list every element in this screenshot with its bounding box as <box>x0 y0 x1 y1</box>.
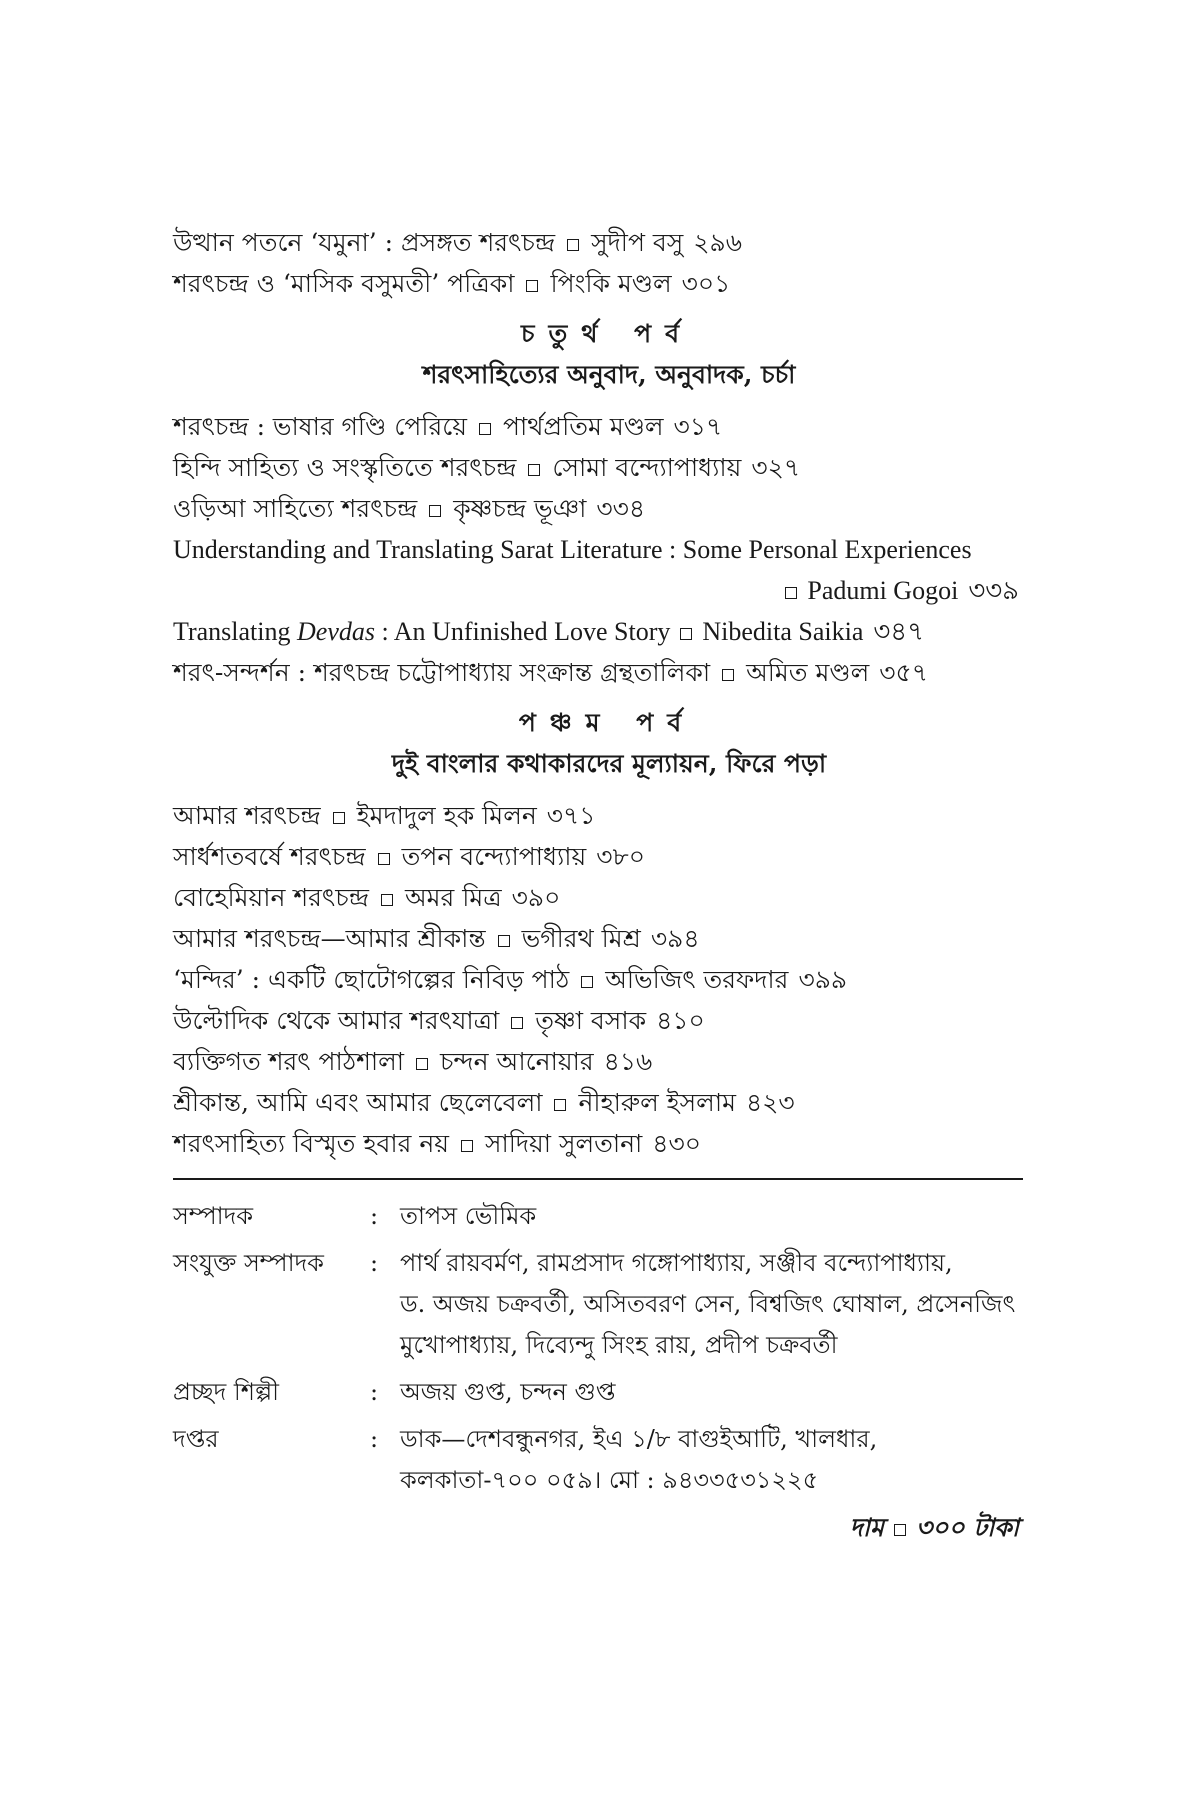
credit-line: পার্থ রায়বর্মণ, রামপ্রসাদ গঙ্গোপাধ্যায়, সঞ্জীব বন্দ্যোপাধ্যায়, <box>400 1249 953 1277</box>
entry-author: তপন বন্দ্যোপাধ্যায় <box>401 842 587 871</box>
square-bullet-icon <box>511 1017 523 1029</box>
entry-title: উত্থান পতনে ‘যমুনা’ : প্রসঙ্গত শরৎচন্দ্র <box>173 228 556 257</box>
entry-title: সার্ধশতবর্ষে শরৎচন্দ্র <box>173 842 366 871</box>
square-bullet-icon <box>785 587 797 599</box>
section-subheading: শরৎসাহিত্যের অনুবাদ, অনুবাদক, চর্চা <box>422 360 796 389</box>
credit-joint-editors <box>173 1243 1023 1366</box>
entry-author: কৃষ্ণচন্দ্র ভূঞা <box>453 494 587 523</box>
square-bullet-icon <box>381 894 393 906</box>
square-bullet-icon <box>429 505 441 517</box>
credit-line: ডাক—দেশবন্ধুনগর, ইএ ১/৮ বাগুইআটি, খালধার, <box>400 1425 878 1453</box>
entry-author: Nibedita Saikia <box>702 617 864 646</box>
entry-page: ২৯৬ <box>693 228 743 257</box>
entry-title: শরৎচন্দ্র ও ‘মাসিক বসুমতী’ পত্রিকা <box>173 269 515 298</box>
entry-title: বোহেমিয়ান শরৎচন্দ্র <box>173 883 369 912</box>
entry-page: ৩৪৭ <box>873 617 925 646</box>
section-five-entries <box>173 795 1025 1164</box>
toc-entry <box>173 877 1025 918</box>
entry-author: Padumi Gogoi <box>807 576 959 605</box>
toc-entry <box>173 652 1025 693</box>
entry-title: শ্রীকান্ত, আমি এবং আমার ছেলেবেলা <box>173 1088 543 1117</box>
credits-block <box>173 1196 1023 1501</box>
entry-page: ৩৫৭ <box>879 658 928 687</box>
entry-title: শরৎসাহিত্য বিস্মৃত হবার নয় <box>173 1129 449 1158</box>
toc-entry <box>173 406 1025 447</box>
price-value: ৩০০ টাকা <box>915 1513 1019 1542</box>
entry-page: ৩৩৯ <box>968 576 1019 605</box>
entry-page: ৪২৩ <box>745 1088 795 1117</box>
credit-role: দপ্তর <box>173 1425 219 1453</box>
square-bullet-icon <box>894 1524 906 1536</box>
entry-author: ইমদাদুল হক মিলন <box>356 801 537 830</box>
entry-title: উল্টোদিক থেকে আমার শরৎযাত্রা <box>173 1006 500 1035</box>
square-bullet-icon <box>416 1058 428 1070</box>
square-bullet-icon <box>528 464 540 476</box>
price-line <box>173 1507 1025 1549</box>
square-bullet-icon <box>461 1140 473 1152</box>
entry-title: হিন্দি সাহিত্য ও সংস্কৃতিতে শরৎচন্দ্র <box>173 453 517 482</box>
entry-title-prefix: Translating <box>173 617 291 646</box>
credit-cover-artist <box>173 1372 1023 1413</box>
entry-author: অমিত মণ্ডল <box>746 658 870 687</box>
square-bullet-icon <box>378 853 390 865</box>
credit-role: প্রচ্ছদ শিল্পী <box>173 1378 279 1406</box>
entry-page: ৩০১ <box>681 269 731 298</box>
entry-title: আমার শরৎচন্দ্র—আমার শ্রীকান্ত <box>173 924 486 953</box>
toc-entry <box>173 222 1025 263</box>
credit-role: সংযুক্ত সম্পাদক <box>173 1249 324 1277</box>
entry-title: আমার শরৎচন্দ্র <box>173 801 321 830</box>
entry-author: নীহারুল ইসলাম <box>578 1088 736 1117</box>
toc-entry-english-byline <box>173 570 1025 611</box>
credit-office <box>173 1419 1023 1501</box>
entry-page: ৩৩৪ <box>596 494 646 523</box>
credit-value: অজয় গুপ্ত, চন্দন গুপ্ত <box>400 1378 616 1406</box>
square-bullet-icon <box>479 423 491 435</box>
credit-value <box>400 1243 1023 1366</box>
entry-author: অভিজিৎ তরফদার <box>605 965 789 994</box>
credit-colon: : <box>370 1378 379 1406</box>
entry-title: শরৎচন্দ্র : ভাষার গণ্ডি পেরিয়ে <box>173 412 468 441</box>
entry-page: ৪৩০ <box>652 1129 702 1158</box>
contents-page <box>173 222 1025 1549</box>
square-bullet-icon <box>526 280 538 292</box>
section-heading: চতুর্থ পর্ব <box>520 319 694 348</box>
toc-entry-english <box>173 611 1025 652</box>
entry-page: ৪১০ <box>656 1006 705 1035</box>
toc-entry <box>173 918 1025 959</box>
entry-title: Understanding and Translating Sarat Literature : Some Personal Experiences <box>173 535 972 564</box>
top-entries <box>173 222 1025 304</box>
entry-title: ব্যক্তিগত শরৎ পাঠশালা <box>173 1047 405 1076</box>
toc-entry <box>173 836 1025 877</box>
toc-entry <box>173 488 1025 529</box>
entry-title-suffix: : An Unfinished Love Story <box>381 617 671 646</box>
credit-editor <box>173 1196 1023 1237</box>
credit-colon: : <box>370 1425 379 1453</box>
credit-line: ড. অজয় চক্রবর্তী, অসিতবরণ সেন, বিশ্বজিৎ ঘোষাল, প্রসেনজিৎ <box>400 1290 1016 1318</box>
entry-title: ওড়িআ সাহিত্যে শরৎচন্দ্র <box>173 494 418 523</box>
section-heading: পঞ্চম পর্ব <box>518 708 696 737</box>
entry-title: ‘মন্দির’ : একটি ছোটোগল্পের নিবিড় পাঠ <box>173 965 570 994</box>
square-bullet-icon <box>722 669 734 681</box>
entry-author: পিংকি মণ্ডল <box>550 269 672 298</box>
toc-entry <box>173 1123 1025 1164</box>
entry-author: সুদীপ বসু <box>591 228 684 257</box>
square-bullet-icon <box>680 628 692 640</box>
toc-entry <box>173 263 1025 304</box>
credit-value <box>400 1419 1023 1501</box>
price-label: দাম <box>849 1513 884 1542</box>
square-bullet-icon <box>498 935 510 947</box>
entry-page: ৩৯৯ <box>798 965 848 994</box>
credit-line: কলকাতা-৭০০ ০৫৯। মো : ৯৪৩৩৫৩১২২৫ <box>400 1466 819 1494</box>
toc-entry <box>173 447 1025 488</box>
entry-author: সোমা বন্দ্যোপাধ্যায় <box>552 453 742 482</box>
toc-entry <box>173 1041 1025 1082</box>
credit-colon: : <box>370 1249 379 1277</box>
entry-page: ৩৯০ <box>511 883 561 912</box>
entry-author: তৃষ্ণা বসাক <box>535 1006 647 1035</box>
entry-author: পার্থপ্রতিম মণ্ডল <box>503 412 664 441</box>
credit-value: তাপস ভৌমিক <box>400 1202 537 1230</box>
square-bullet-icon <box>567 239 579 251</box>
entry-page: ৩১৭ <box>673 412 723 441</box>
toc-entry-english <box>173 529 1025 570</box>
section-four <box>173 314 1025 693</box>
toc-entry <box>173 1000 1025 1041</box>
entry-page: ৪১৬ <box>603 1047 653 1076</box>
square-bullet-icon <box>333 812 345 824</box>
entry-author: সাদিয়া সুলতানা <box>485 1129 643 1158</box>
section-five <box>173 703 1025 1164</box>
credit-line: মুখোপাধ্যায়, দিব্যেন্দু সিংহ রায়, প্রদীপ চক্রবর্তী <box>400 1331 838 1359</box>
credit-colon: : <box>370 1202 379 1230</box>
toc-entry <box>173 959 1025 1000</box>
entry-page: ৩২৭ <box>751 453 801 482</box>
entry-page: ৩৯৪ <box>650 924 700 953</box>
entry-author: চন্দন আনোয়ার <box>440 1047 594 1076</box>
entry-author: অমর মিত্র <box>404 883 502 912</box>
toc-entry <box>173 1082 1025 1123</box>
entry-page: ৩৭১ <box>546 801 596 830</box>
square-bullet-icon <box>554 1099 566 1111</box>
square-bullet-icon <box>581 976 593 988</box>
section-subheading: দুই বাংলার কথাকারদের মূল্যায়ন, ফিরে পড়া <box>391 749 827 778</box>
credit-role: সম্পাদক <box>173 1202 254 1230</box>
entry-page: ৩৮০ <box>596 842 645 871</box>
entry-title: শরৎ-সন্দর্শন : শরৎচন্দ্র চট্টোপাধ্যায় সংক্রান্ত গ্রন্থতালিকা <box>173 658 711 687</box>
entry-title-italic: Devdas <box>297 617 375 646</box>
entry-author: ভগীরথ মিশ্র <box>521 924 641 953</box>
toc-entry <box>173 795 1025 836</box>
divider <box>173 1178 1023 1180</box>
